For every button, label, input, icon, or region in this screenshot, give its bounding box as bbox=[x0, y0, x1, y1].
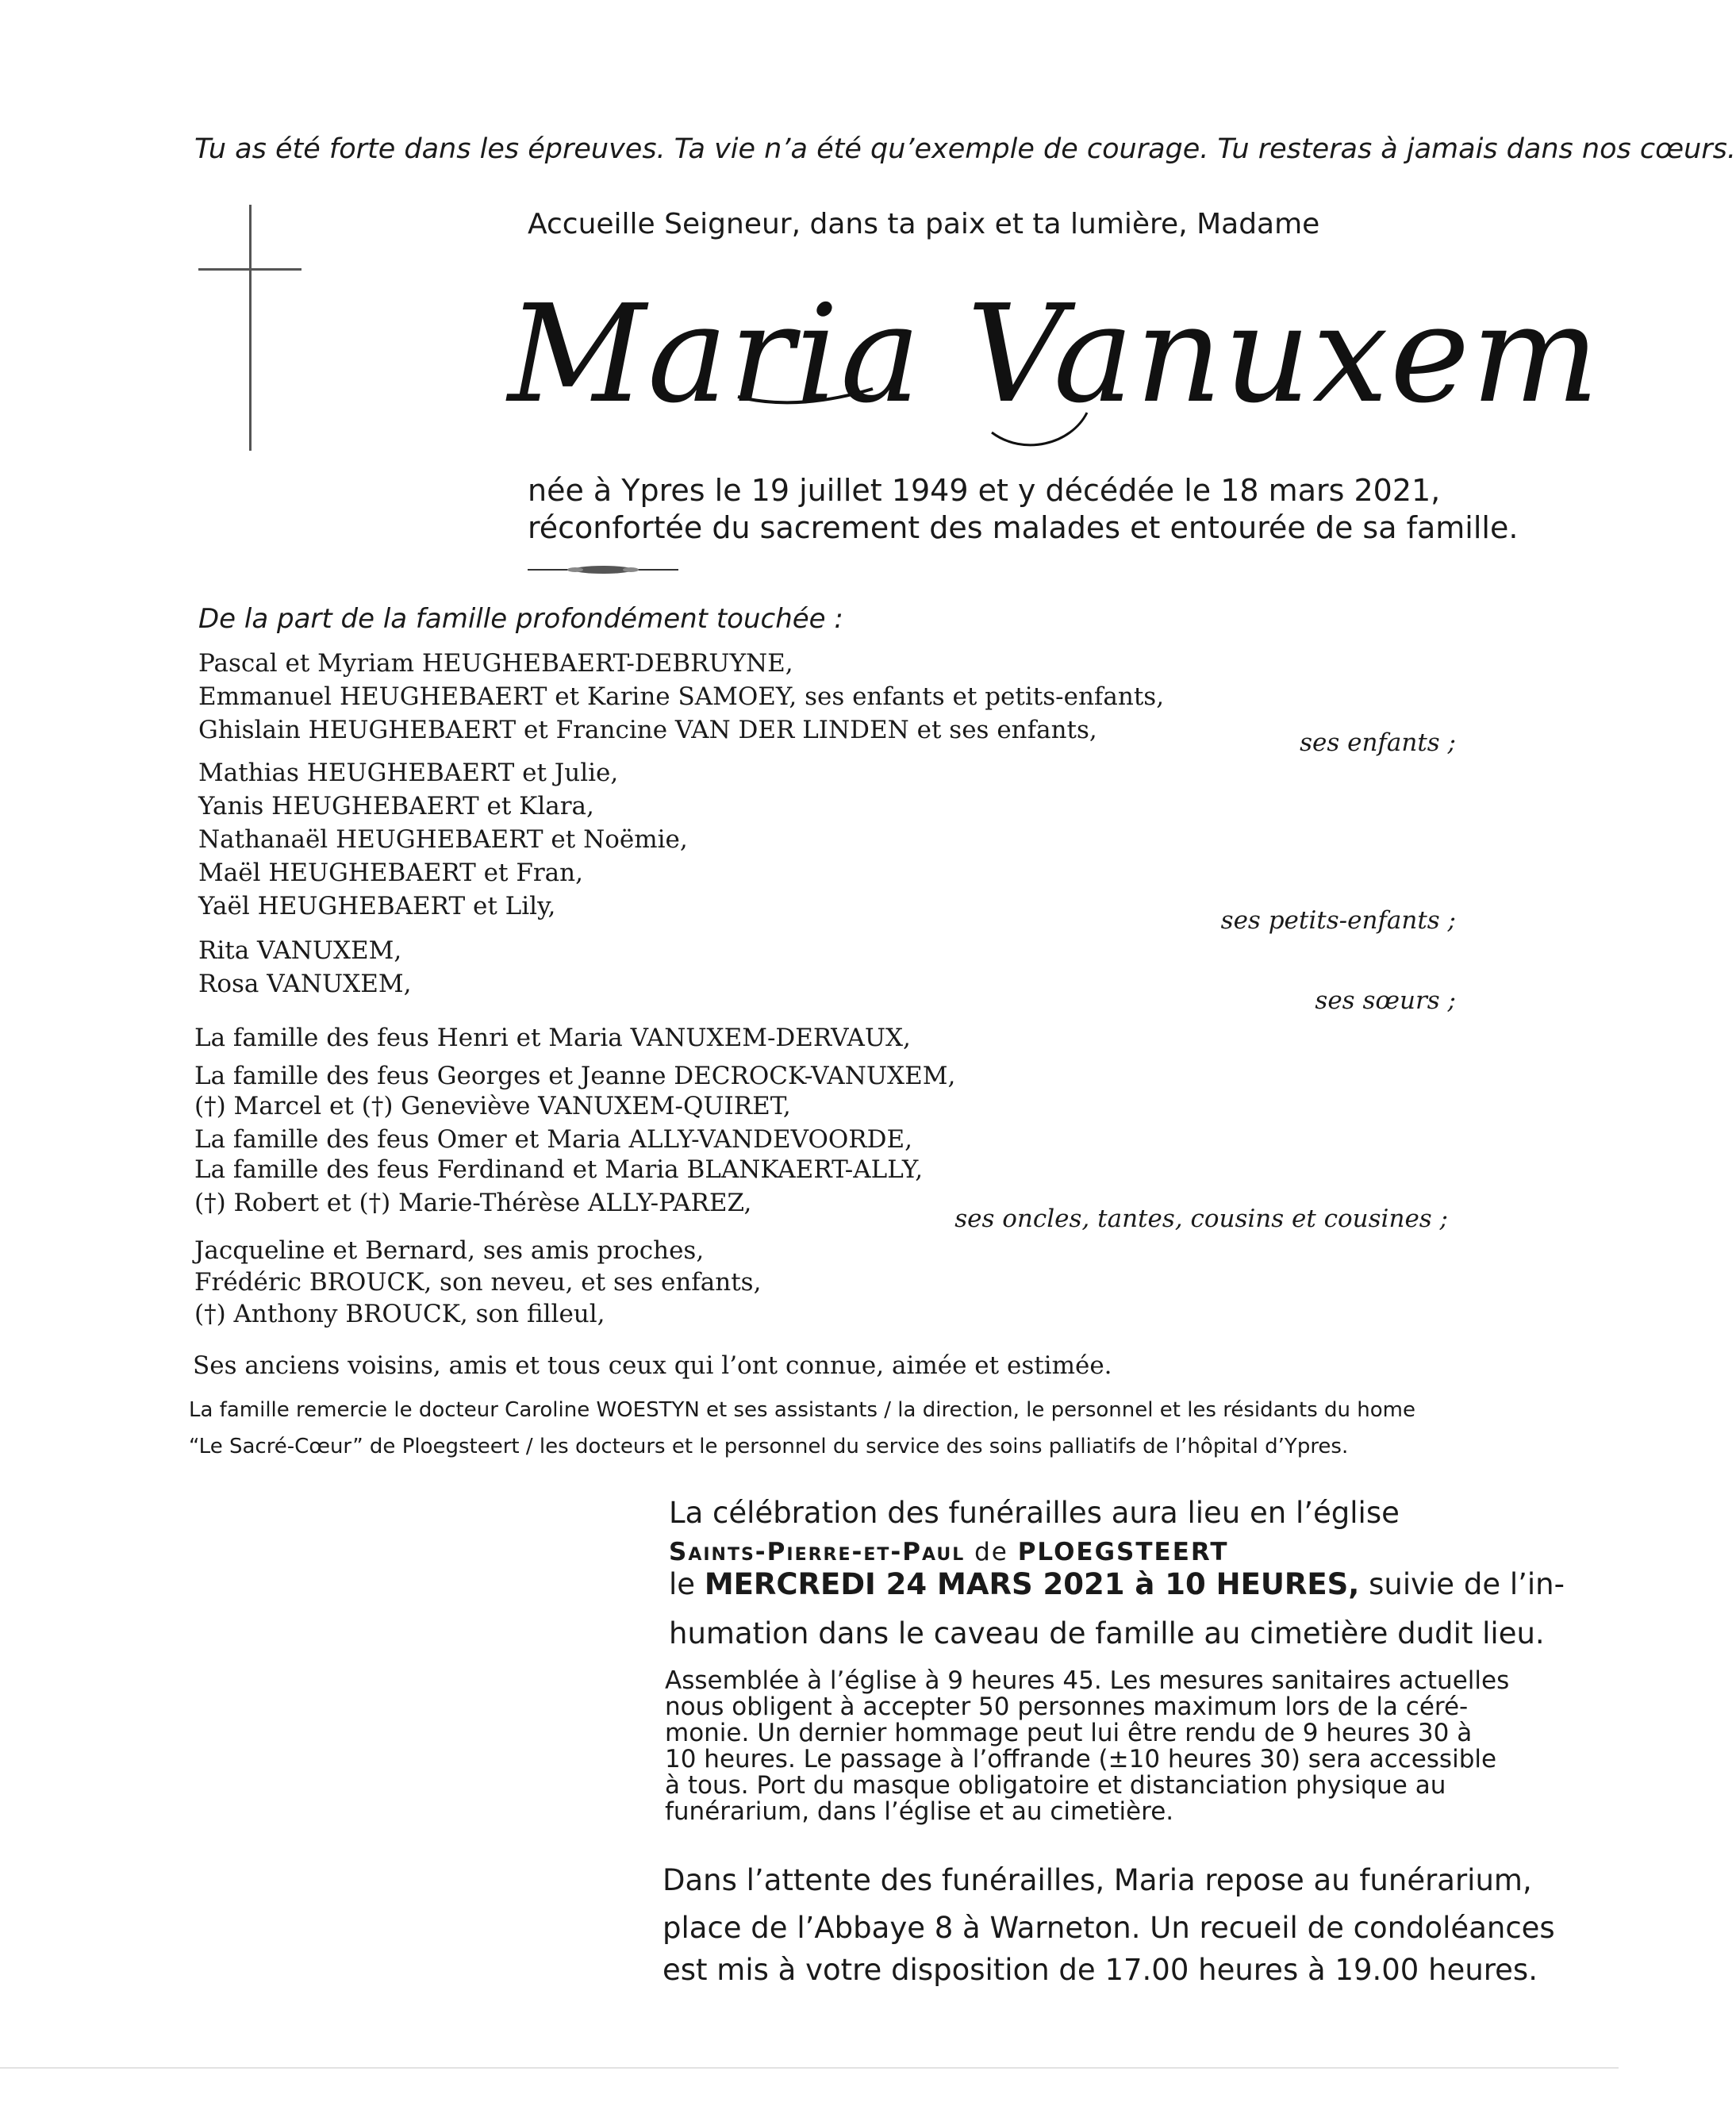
closing-line: Ses anciens voisins, amis et tous ceux qui l’ont connue, aimée et estimée. bbox=[193, 1351, 1112, 1380]
welcome-text: Accueille Seigneur, dans ta paix et ta lumière, Madame bbox=[528, 208, 1320, 240]
assembly-line: nous obligent à accepter 50 personnes maximum lors de la céré- bbox=[665, 1693, 1469, 1721]
epigraph: Tu as été forte dans les épreuves. Ta vie n’a été qu’exemple de courage. Tu resteras à jamais dans nos cœurs. bbox=[194, 133, 1736, 165]
family-intro: De la part de la famille profondément touchée : bbox=[198, 603, 843, 635]
family-line: Nathanaël HEUGHEBAERT et Noëmie, bbox=[198, 825, 688, 854]
funeral-datetime: MERCREDI 24 MARS 2021 à 10 HEURES, bbox=[704, 1567, 1360, 1601]
wake-line: place de l’Abbaye 8 à Warneton. Un recueil de condoléances bbox=[663, 1911, 1555, 1945]
family-line: Emmanuel HEUGHEBAERT et Karine SAMOEY, ses enfants et petits-enfants, bbox=[198, 682, 1165, 711]
family-line: Ghislain HEUGHEBAERT et Francine VAN DER LINDEN et ses enfants, bbox=[198, 716, 1097, 744]
relation-label: ses oncles, tantes, cousins et cousines ; bbox=[954, 1205, 1448, 1233]
assembly-line: Assemblée à l’église à 9 heures 45. Les mesures sanitaires actuelles bbox=[665, 1666, 1510, 1695]
funeral-line-1: La célébration des funérailles aura lieu en l’église bbox=[669, 1496, 1400, 1530]
funeral-l3-suffix: suivie de l’in- bbox=[1359, 1567, 1565, 1601]
family-line: Pascal et Myriam HEUGHEBAERT-DEBRUYNE, bbox=[198, 649, 793, 678]
birth-line-1: née à Ypres le 19 juillet 1949 et y décédée le 18 mars 2021, bbox=[528, 473, 1441, 508]
family-line: Maël HEUGHEBAERT et Fran, bbox=[198, 859, 583, 887]
funeral-line-3 bbox=[669, 1567, 1565, 1601]
family-line: La famille des feus Henri et Maria VANUXEM-DERVAUX, bbox=[194, 1024, 911, 1052]
funeral-line-4: humation dans le caveau de famille au cimetière dudit lieu. bbox=[669, 1616, 1545, 1650]
family-line: Mathias HEUGHEBAERT et Julie, bbox=[198, 759, 619, 787]
family-line: Rita VANUXEM, bbox=[198, 936, 402, 965]
funeral-line-2 bbox=[669, 1538, 1229, 1566]
birth-line-2: réconfortée du sacrement des malades et entourée de sa famille. bbox=[528, 510, 1519, 545]
church-name: Saints-Pierre-et-Paul bbox=[669, 1538, 966, 1566]
deceased-name bbox=[500, 262, 1601, 460]
assembly-line: monie. Un dernier hommage peut lui être rendu de 9 heures 30 à bbox=[665, 1719, 1473, 1747]
bottom-edge bbox=[0, 2067, 1619, 2069]
relation-label: ses petits-enfants ; bbox=[1220, 906, 1456, 935]
family-line: (†) Anthony BROUCK, son filleul, bbox=[194, 1300, 605, 1328]
relation-label: ses enfants ; bbox=[1300, 728, 1456, 757]
funeral-l3-prefix: le bbox=[669, 1567, 705, 1601]
thanks-line-1: La famille remercie le docteur Caroline WOESTYN et ses assistants / la direction, le personnel et les résidants du home bbox=[189, 1398, 1415, 1422]
family-line: La famille des feus Georges et Jeanne DECROCK-VANUXEM, bbox=[194, 1062, 956, 1090]
family-line: Frédéric BROUCK, son neveu, et ses enfants, bbox=[194, 1268, 762, 1297]
family-line: Rosa VANUXEM, bbox=[198, 970, 412, 998]
assembly-line: 10 heures. Le passage à l’offrande (±10 heures 30) sera accessible bbox=[665, 1745, 1497, 1773]
family-line: (†) Marcel et (†) Geneviève VANUXEM-QUIRET, bbox=[194, 1092, 791, 1120]
thanks-line-2: “Le Sacré-Cœur” de Ploegsteert / les docteurs et le personnel du service des soins palliatifs de l’hôpital d’Ypres. bbox=[189, 1435, 1349, 1458]
town-name: PLOEGSTEERT bbox=[1017, 1538, 1229, 1566]
deceased-name-text: Maria Vanuxem bbox=[508, 276, 1601, 433]
assembly-line: funérarium, dans l’église et au cimetière. bbox=[665, 1797, 1174, 1826]
relation-label: ses sœurs ; bbox=[1315, 986, 1456, 1015]
family-line: La famille des feus Ferdinand et Maria BLANKAERT-ALLY, bbox=[194, 1155, 924, 1184]
family-line: Yaël HEUGHEBAERT et Lily, bbox=[198, 892, 556, 920]
family-line: La famille des feus Omer et Maria ALLY-VANDEVOORDE, bbox=[194, 1125, 912, 1154]
ornament-divider-icon bbox=[528, 562, 678, 578]
family-line: Yanis HEUGHEBAERT et Klara, bbox=[198, 792, 594, 820]
funeral-connector: de bbox=[965, 1538, 1018, 1566]
family-line: (†) Robert et (†) Marie-Thérèse ALLY-PAREZ, bbox=[194, 1189, 752, 1217]
wake-line: est mis à votre disposition de 17.00 heures à 19.00 heures. bbox=[663, 1953, 1538, 1987]
wake-line: Dans l’attente des funérailles, Maria repose au funérarium, bbox=[663, 1863, 1532, 1897]
family-line: Jacqueline et Bernard, ses amis proches, bbox=[194, 1236, 705, 1265]
assembly-line: à tous. Port du masque obligatoire et distanciation physique au bbox=[665, 1771, 1446, 1800]
